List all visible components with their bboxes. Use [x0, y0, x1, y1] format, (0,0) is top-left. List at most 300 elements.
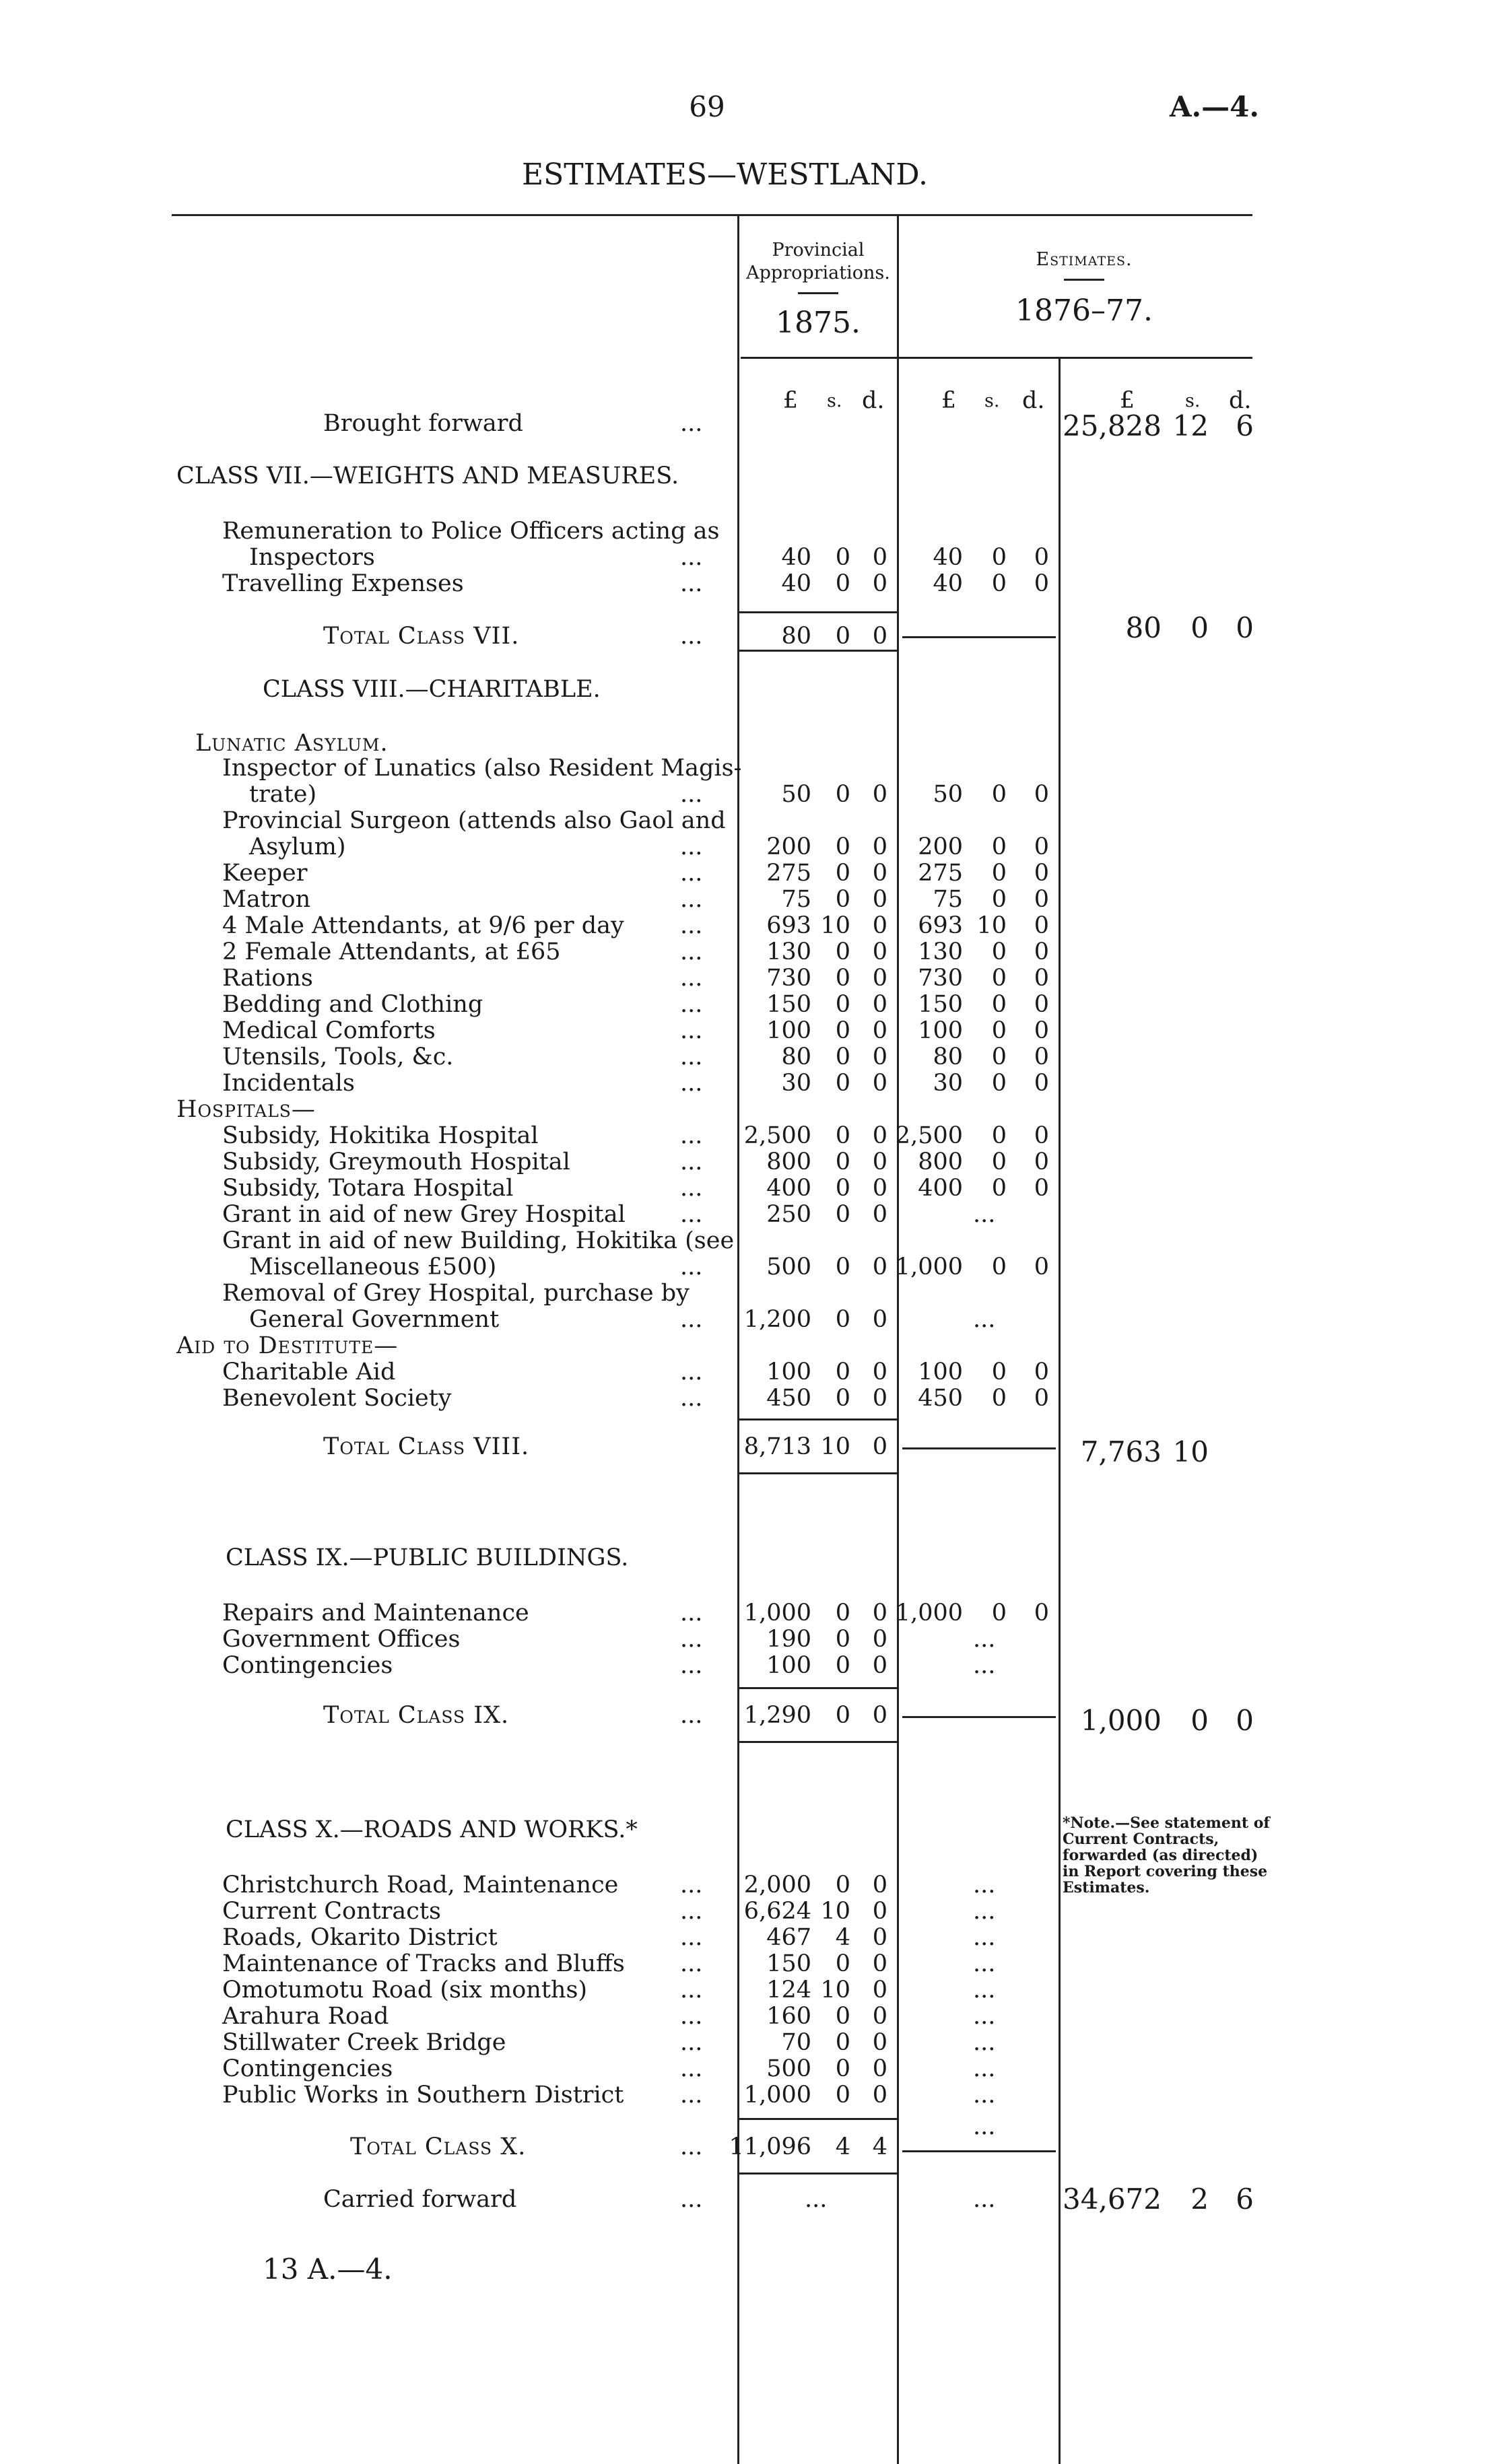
prov-shillings: 4: [835, 1924, 850, 1951]
prov-pence: 0: [872, 1359, 887, 1385]
subtotal-rule: [737, 2172, 897, 2175]
prov-pounds: 450: [766, 1385, 811, 1412]
leader-dots: ...: [680, 2186, 703, 2213]
subtotal-rule: [737, 650, 897, 652]
prov-shillings: 0: [835, 623, 850, 650]
est-pence: 0: [1034, 1175, 1049, 1202]
brought-forward-pounds: 25,828: [1063, 409, 1162, 442]
prov-shillings: 0: [835, 1043, 850, 1070]
leader-dots: ...: [680, 1359, 703, 1385]
prov-shillings: 0: [835, 1201, 850, 1228]
prov-pence: 0: [872, 1600, 887, 1627]
est-dash-rule: [902, 2150, 1056, 2152]
est-pounds: 275: [918, 860, 963, 887]
est-pounds: 130: [918, 938, 963, 965]
row-label: 2 Female Attendants, at £65: [222, 938, 561, 965]
page-title: ESTIMATES—WESTLAND.: [522, 158, 929, 192]
est-pounds: 1,000: [895, 1600, 963, 1627]
row-label: Repairs and Maintenance: [222, 1600, 529, 1627]
prov-shillings: 0: [835, 1017, 850, 1044]
prov-pence: 0: [872, 912, 887, 939]
leader-dots: ...: [680, 1175, 703, 1202]
leader-dots: ...: [680, 410, 703, 437]
prov-pence: 0: [872, 1201, 887, 1228]
row-label: Benevolent Society: [222, 1385, 452, 1412]
prov-pounds: 150: [766, 991, 811, 1018]
row-label: Arahura Road: [222, 2003, 389, 2030]
class10-total-prov: 11,096: [729, 2133, 811, 2160]
column-heading-rule: [741, 357, 1252, 359]
est-pence: 0: [1034, 833, 1049, 860]
prov-pence: 0: [872, 1872, 887, 1898]
subtotal-rule: [737, 1741, 897, 1743]
est-shillings: 0: [991, 1043, 1007, 1070]
leader-dots: ...: [680, 2003, 703, 2030]
leader-dots: ...: [680, 1872, 703, 1898]
leader-dots: ...: [680, 1702, 703, 1729]
est-pounds: ...: [973, 1652, 996, 1679]
brought-forward-label: Brought forward: [323, 410, 523, 437]
prov-shillings: 10: [820, 1898, 850, 1925]
prov-pounds: 500: [766, 2055, 811, 2082]
leader-dots: ...: [680, 2029, 703, 2056]
prov-pounds: 275: [766, 860, 811, 887]
prov-pounds: 40: [781, 544, 811, 571]
prov-pence: 0: [872, 1306, 887, 1333]
prov-pounds: 200: [766, 833, 811, 860]
prov-pence: 0: [872, 1017, 887, 1044]
leader-dots: ...: [680, 938, 703, 965]
est-shillings: 0: [991, 1175, 1007, 1202]
prov-pence: 0: [872, 860, 887, 887]
row-label: Public Works in Southern District: [222, 2082, 624, 2109]
header-rule: [172, 214, 1252, 216]
prov-pounds: 6,624: [743, 1898, 811, 1925]
prov-heading-2: Appropriations.: [746, 263, 890, 283]
est-pence: 0: [1034, 781, 1049, 808]
row-label: Charitable Aid: [222, 1359, 396, 1385]
row-label: Omotumotu Road (six months): [222, 1977, 588, 2004]
prov-shillings: 0: [835, 544, 850, 571]
est-pounds: 800: [918, 1149, 963, 1175]
est-pence: 0: [1034, 965, 1049, 992]
est-pounds: ...: [973, 2186, 996, 2213]
row-label: Subsidy, Hokitika Hospital: [222, 1122, 539, 1149]
class8-total-pounds: 7,763: [1080, 1435, 1162, 1468]
prov-pounds: 30: [781, 1070, 811, 1097]
est-pounds: 200: [918, 833, 963, 860]
prov-pence: 0: [872, 2029, 887, 2056]
prov-pounds: 124: [766, 1977, 811, 2004]
row-label: Government Offices: [222, 1626, 461, 1653]
carried-forward-pounds: 34,672: [1063, 2183, 1162, 2216]
prov-shillings: 0: [835, 1359, 850, 1385]
class8-heading: CLASS VIII.—CHARITABLE.: [263, 676, 601, 703]
class7-total-shillings: 0: [1190, 611, 1209, 644]
prov-heading-rule: [798, 292, 838, 294]
row-label: 4 Male Attendants, at 9/6 per day: [222, 912, 624, 939]
est-pounds: 30: [933, 1070, 963, 1097]
est-shillings: 0: [991, 570, 1007, 597]
est-pence: 0: [1034, 991, 1049, 1018]
prov-shillings: 0: [835, 1626, 850, 1653]
leader-dots: ...: [680, 886, 703, 913]
prov-shillings: 10: [820, 1977, 850, 2004]
leader-dots: ...: [680, 1626, 703, 1653]
destitute-heading: Aid to Destitute—: [176, 1332, 399, 1359]
est-pence: 0: [1034, 1600, 1049, 1627]
row-label: Bedding and Clothing: [222, 991, 483, 1018]
prov-pounds: 50: [781, 781, 811, 808]
prov-shillings: 0: [835, 1872, 850, 1898]
leader-dots: ...: [680, 1600, 703, 1627]
est-pounds: ...: [973, 2003, 996, 2030]
leader-dots: ...: [680, 1950, 703, 1977]
prov-pence: 0: [872, 1070, 887, 1097]
est-pounds: ...: [973, 1872, 996, 1898]
prov-pounds: 1,000: [743, 2082, 811, 2109]
row-label: Rations: [222, 965, 313, 992]
prov-shillings: 0: [835, 1306, 850, 1333]
row-label-continued: Inspectors: [249, 544, 375, 571]
est-pounds: 400: [918, 1175, 963, 1202]
class8-total-label: Total Class VIII.: [323, 1433, 530, 1460]
prov-shillings: 0: [835, 2082, 850, 2109]
prov-shillings: 0: [835, 1254, 850, 1280]
class10-total-label: Total Class X.: [350, 2133, 527, 2160]
row-label-continued: Miscellaneous £500): [249, 1254, 497, 1280]
prov-pounds: 160: [766, 2003, 811, 2030]
est-shillings: 0: [991, 1017, 1007, 1044]
est-pounds: ...: [973, 2029, 996, 2056]
est-shillings: 0: [991, 938, 1007, 965]
prov-pence: 0: [872, 781, 887, 808]
prov-shillings: 4: [835, 2133, 850, 2160]
row-label: Keeper: [222, 860, 308, 887]
est-shillings: 0: [991, 860, 1007, 887]
est-pounds: ...: [973, 2113, 996, 2140]
row-label: Grant in aid of new Grey Hospital: [222, 1201, 626, 1228]
prov-pence: 0: [872, 1950, 887, 1977]
prov-pence: 0: [872, 1122, 887, 1149]
est-pence: 0: [1034, 1149, 1049, 1175]
prov-pence: 0: [872, 1433, 887, 1460]
prov-pence: 0: [872, 1702, 887, 1729]
subtotal-rule: [737, 2118, 897, 2120]
prov-pence: 0: [872, 965, 887, 992]
leader-dots: ...: [680, 781, 703, 808]
signature-mark: 13 A.—4.: [263, 2253, 393, 2286]
est-shillings: 0: [991, 886, 1007, 913]
pound-header: £: [1119, 387, 1135, 414]
prov-pounds: 40: [781, 570, 811, 597]
shilling-header: s.: [827, 390, 842, 411]
est-shillings: 0: [991, 1359, 1007, 1385]
prov-pounds: 400: [766, 1175, 811, 1202]
prov-pounds: 500: [766, 1254, 811, 1280]
pence-header: d.: [1229, 387, 1252, 414]
prov-shillings: 0: [835, 1600, 850, 1627]
leader-dots: ...: [680, 1201, 703, 1228]
est-pence: 0: [1034, 1359, 1049, 1385]
row-label: Subsidy, Totara Hospital: [222, 1175, 514, 1202]
row-label: Current Contracts: [222, 1898, 441, 1925]
prov-pounds: 75: [781, 886, 811, 913]
subtotal-rule: [737, 1418, 897, 1421]
est-dash-rule: [902, 636, 1056, 638]
leader-dots: ...: [680, 2082, 703, 2109]
prov-pence: 0: [872, 1898, 887, 1925]
prov-pence: 0: [872, 886, 887, 913]
est-pence: 0: [1034, 912, 1049, 939]
est-pence: 0: [1034, 938, 1049, 965]
leader-dots: ...: [680, 1977, 703, 2004]
leader-dots: ...: [680, 1306, 703, 1333]
prov-pence: 0: [872, 1254, 887, 1280]
prov-pounds: 730: [766, 965, 811, 992]
prov-shillings: 0: [835, 1652, 850, 1679]
prov-pence: 0: [872, 833, 887, 860]
prov-pounds: 2,500: [743, 1122, 811, 1149]
class9-total-shillings: 0: [1190, 1704, 1209, 1737]
est-pence: 0: [1034, 1017, 1049, 1044]
shilling-header: s.: [1185, 390, 1201, 411]
prov-pounds: 100: [766, 1017, 811, 1044]
row-label: Maintenance of Tracks and Bluffs: [222, 1950, 625, 1977]
est-pounds: 40: [933, 544, 963, 571]
leader-dots: ...: [680, 2133, 703, 2160]
leader-dots: ...: [680, 1149, 703, 1175]
leader-dots: ...: [680, 1254, 703, 1280]
leader-dots: ...: [680, 1924, 703, 1951]
class7-total-label: Total Class VII.: [323, 623, 520, 650]
leader-dots: ...: [680, 833, 703, 860]
est-dash-rule: [902, 1716, 1056, 1718]
prov-pence: 0: [872, 1043, 887, 1070]
prov-shillings: 0: [835, 833, 850, 860]
est-pounds: ...: [973, 1950, 996, 1977]
prov-pence: 0: [872, 623, 887, 650]
leader-dots: ...: [680, 991, 703, 1018]
prov-pence: 0: [872, 1626, 887, 1653]
prov-shillings: 10: [820, 912, 850, 939]
lunatic-asylum-heading: Lunatic Asylum.: [195, 730, 389, 757]
subtotal-rule: [737, 1687, 897, 1689]
brought-forward-pence: 6: [1236, 409, 1254, 442]
prov-shillings: 0: [835, 1122, 850, 1149]
est-pounds: 150: [918, 991, 963, 1018]
prov-shillings: 0: [835, 991, 850, 1018]
class7-total-pence: 0: [1236, 611, 1254, 644]
roads-note: *Note.—See statement of Current Contracts, forwarded (as directed) in Report covering these Estimates.: [1063, 1814, 1270, 1896]
prov-shillings: 0: [835, 938, 850, 965]
page-number: 69: [689, 90, 725, 123]
row-label: Removal of Grey Hospital, purchase by: [222, 1280, 690, 1307]
prov-pounds: 250: [766, 1201, 811, 1228]
prov-shillings: 0: [835, 886, 850, 913]
prov-shillings: 0: [835, 2029, 850, 2056]
prov-shillings: 0: [835, 1385, 850, 1412]
prov-pounds: 693: [766, 912, 811, 939]
class8-total-prov: 8,713: [743, 1433, 811, 1460]
est-pounds: 40: [933, 570, 963, 597]
prov-pounds: 1,000: [743, 1600, 811, 1627]
prov-pence: 0: [872, 1149, 887, 1175]
estimates-heading: Estimates.: [1036, 249, 1133, 270]
class7-total-pounds: 80: [1125, 611, 1162, 644]
est-shillings: 0: [991, 965, 1007, 992]
prov-shillings: 0: [835, 1070, 850, 1097]
class7-total-prov: 80: [781, 623, 811, 650]
row-label: Grant in aid of new Building, Hokitika (see: [222, 1227, 735, 1254]
pound-header: £: [941, 387, 956, 414]
row-label: Medical Comforts: [222, 1017, 436, 1044]
prov-pounds: 467: [766, 1924, 811, 1951]
prov-pounds: 150: [766, 1950, 811, 1977]
prov-pence: 4: [872, 2133, 887, 2160]
prov-pence: 0: [872, 1385, 887, 1412]
brought-forward-shillings: 12: [1172, 409, 1209, 442]
leader-dots: ...: [680, 860, 703, 887]
leader-dots: ...: [680, 1385, 703, 1412]
leader-dots: ...: [680, 544, 703, 571]
prov-pounds: 1,200: [743, 1306, 811, 1333]
prov-pounds: 80: [781, 1043, 811, 1070]
est-dash-rule: [902, 1447, 1056, 1449]
est-pounds: 75: [933, 886, 963, 913]
est-pounds: ...: [973, 1306, 996, 1333]
class9-total-pence: 0: [1236, 1704, 1254, 1737]
prov-shillings: 0: [835, 1149, 850, 1175]
est-pounds: ...: [973, 2082, 996, 2109]
row-label-continued: General Government: [249, 1306, 500, 1333]
est-shillings: 0: [991, 1385, 1007, 1412]
row-label-continued: Asylum): [249, 833, 346, 860]
prov-year: 1875.: [776, 306, 861, 340]
leader-dots: ...: [680, 1043, 703, 1070]
row-label: Incidentals: [222, 1070, 355, 1097]
carried-forward-pence: 6: [1236, 2183, 1254, 2216]
class9-heading: CLASS IX.—PUBLIC BUILDINGS.: [226, 1544, 629, 1571]
prov-pence: 0: [872, 1977, 887, 2004]
prov-pounds: 100: [766, 1652, 811, 1679]
est-heading-rule: [1064, 279, 1104, 281]
pence-header: d.: [862, 387, 885, 414]
est-shillings: 0: [991, 1149, 1007, 1175]
class7-heading: CLASS VII.—WEIGHTS AND MEASURES.: [176, 463, 679, 489]
row-label: Travelling Expenses: [222, 570, 464, 597]
row-label: Roads, Okarito District: [222, 1924, 498, 1951]
leader-dots: ...: [680, 623, 703, 650]
prov-pence: 0: [872, 938, 887, 965]
est-shillings: 0: [991, 544, 1007, 571]
leader-dots: ...: [680, 2055, 703, 2082]
prov-pence: 0: [872, 991, 887, 1018]
prov-shillings: 0: [835, 1702, 850, 1729]
pence-header: d.: [1022, 387, 1045, 414]
row-label: Subsidy, Greymouth Hospital: [222, 1149, 570, 1175]
pound-header: £: [782, 387, 798, 414]
prov-pence: 0: [872, 1924, 887, 1951]
est-shillings: 0: [991, 1600, 1007, 1627]
est-pence: 0: [1034, 860, 1049, 887]
row-label: Remuneration to Police Officers acting as: [222, 518, 720, 545]
prov-pence: 0: [872, 2082, 887, 2109]
est-pounds: ...: [973, 1977, 996, 2004]
prov-heading-1: Provincial: [772, 240, 865, 261]
shilling-header: s.: [984, 390, 1000, 411]
prov-pounds: 130: [766, 938, 811, 965]
est-pence: 0: [1034, 570, 1049, 597]
est-pence: 0: [1034, 1122, 1049, 1149]
prov-shillings: 0: [835, 860, 850, 887]
class8-total-shillings: 10: [1172, 1435, 1209, 1468]
est-pence: 0: [1034, 886, 1049, 913]
total-column-left-rule: [1059, 357, 1061, 2464]
est-pence: 0: [1034, 1254, 1049, 1280]
leader-dots: ...: [680, 965, 703, 992]
est-pounds: 450: [918, 1385, 963, 1412]
est-shillings: 0: [991, 1122, 1007, 1149]
prov-pounds: 100: [766, 1359, 811, 1385]
est-pounds: 100: [918, 1359, 963, 1385]
est-pence: 0: [1034, 1043, 1049, 1070]
est-column-left-rule: [897, 215, 899, 2464]
est-pounds: 730: [918, 965, 963, 992]
subtotal-rule: [737, 611, 897, 613]
leader-dots: ...: [680, 1122, 703, 1149]
prov-pence: 0: [872, 2055, 887, 2082]
row-label: Inspector of Lunatics (also Resident Magis-: [222, 755, 742, 782]
est-pence: 0: [1034, 1070, 1049, 1097]
est-pence: 0: [1034, 1385, 1049, 1412]
est-shillings: 0: [991, 991, 1007, 1018]
prov-pounds: 2,000: [743, 1872, 811, 1898]
row-label: Christchurch Road, Maintenance: [222, 1872, 619, 1898]
row-label-continued: trate): [249, 781, 317, 808]
prov-shillings: 0: [835, 781, 850, 808]
est-shillings: 0: [991, 781, 1007, 808]
est-pounds: 50: [933, 781, 963, 808]
prov-shillings: 0: [835, 1950, 850, 1977]
prov-shillings: 0: [835, 570, 850, 597]
leader-dots: ...: [680, 1898, 703, 1925]
row-label: Matron: [222, 886, 311, 913]
leader-dots: ...: [680, 1070, 703, 1097]
est-pounds: 693: [918, 912, 963, 939]
carried-forward-label: Carried forward: [323, 2186, 517, 2213]
prov-shillings: 0: [835, 2055, 850, 2082]
prov-pounds: ...: [805, 2186, 828, 2213]
class10-heading: CLASS X.—ROADS AND WORKS.*: [226, 1816, 638, 1843]
leader-dots: ...: [680, 1017, 703, 1044]
report-code: A.—4.: [1169, 90, 1259, 123]
est-pounds: 80: [933, 1043, 963, 1070]
prov-pence: 0: [872, 2003, 887, 2030]
prov-pounds: 70: [781, 2029, 811, 2056]
est-shillings: 0: [991, 833, 1007, 860]
leader-dots: ...: [680, 570, 703, 597]
est-shillings: 10: [976, 912, 1007, 939]
est-pence: 0: [1034, 544, 1049, 571]
est-pounds: ...: [973, 1626, 996, 1653]
prov-pence: 0: [872, 1652, 887, 1679]
row-label: Stillwater Creek Bridge: [222, 2029, 506, 2056]
prov-shillings: 10: [820, 1433, 850, 1460]
class9-total-prov: 1,290: [743, 1702, 811, 1729]
prov-shillings: 0: [835, 1175, 850, 1202]
leader-dots: ...: [680, 1652, 703, 1679]
